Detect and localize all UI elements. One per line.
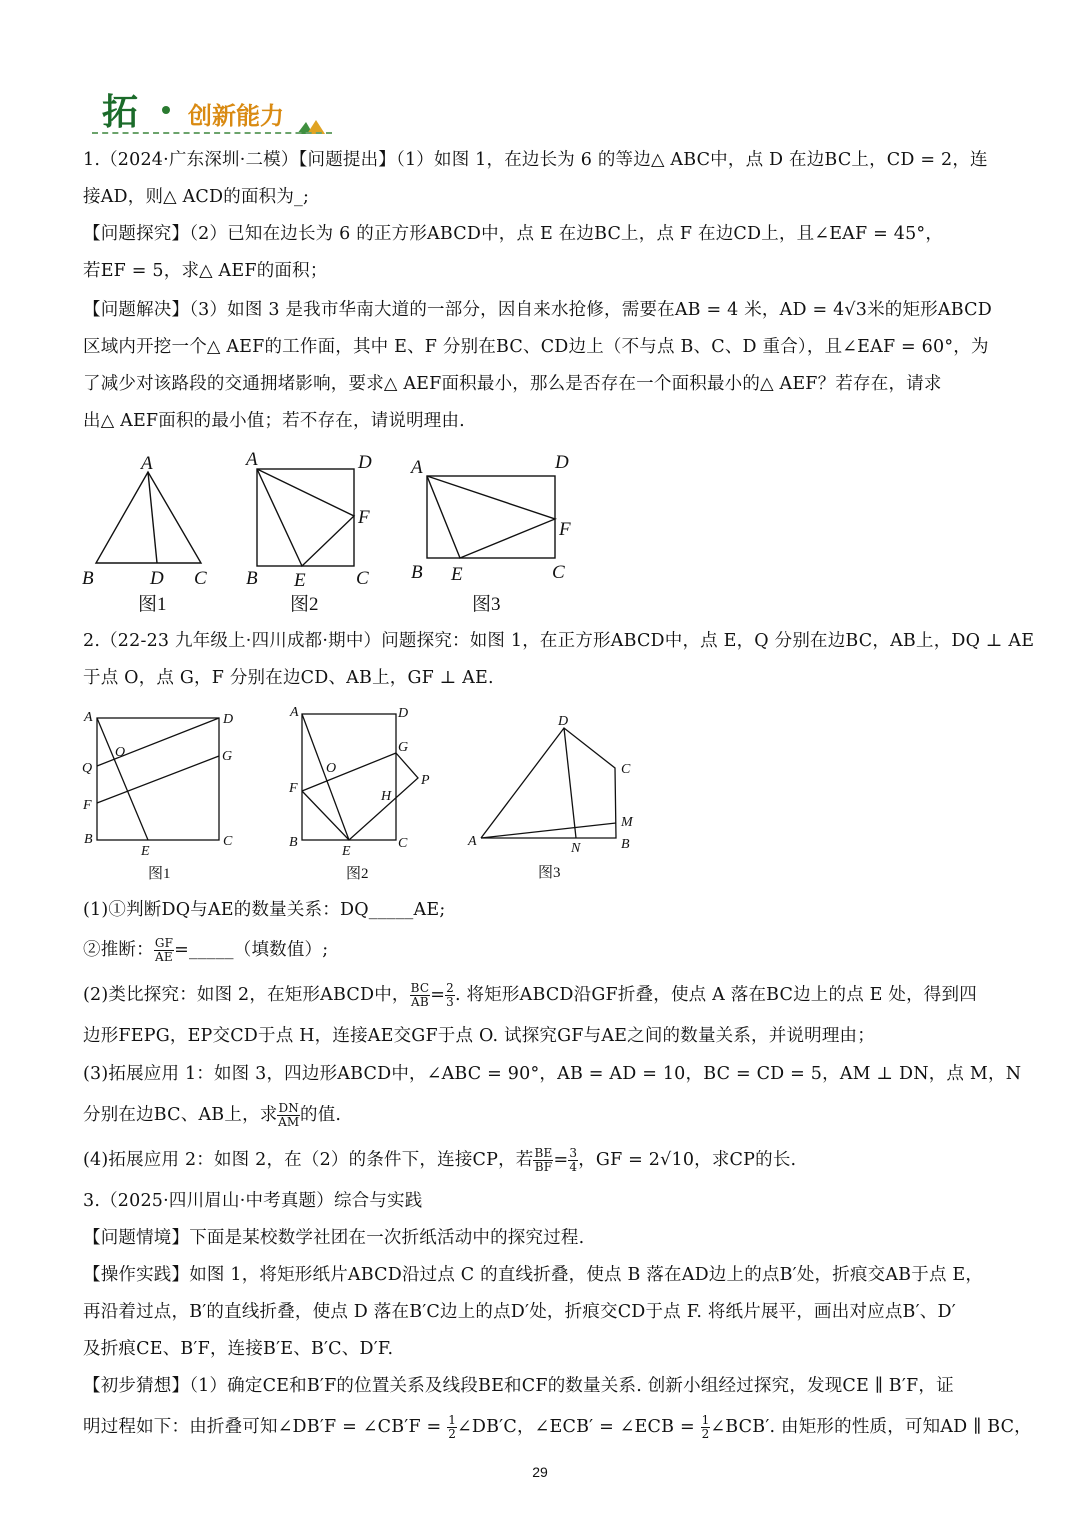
q3-line: 3.（2025·四川眉山·中考真题）综合与实践 (83, 1191, 423, 1211)
frac-num: 1 (448, 1413, 457, 1427)
q2-fig3-label-n: N (571, 841, 581, 856)
q2-fig2-label-p: P (421, 773, 430, 788)
q2-fig1-ae (97, 718, 148, 840)
q2-fig3-dn (564, 728, 576, 838)
q3-line: 【操作实践】如图 1，将矩形纸片ABCD沿过点 C 的直线折叠，使点 B 落在AD边上的点B′处，折痕交AB于点 E， (83, 1265, 984, 1285)
q2-fig2-label-o: O (326, 761, 337, 776)
q2-part4-frac2 (568, 1147, 578, 1174)
frac-den: AE (155, 950, 173, 964)
q2-fig2-label-a: A (290, 705, 299, 720)
q1-fig2-label-c: C (356, 568, 369, 589)
q1-fig2-label-a: A (246, 449, 258, 470)
q2-fig2-label-f: F (289, 781, 298, 796)
q2-part1b-post: =_____（填数值）; (174, 940, 329, 960)
q3-line: 【问题情境】下面是某校数学社团在一次折纸活动中的探究过程. (83, 1228, 585, 1248)
q2-fig1-label-o: O (115, 745, 126, 760)
q2-part2-frac1 (410, 982, 431, 1009)
q3-line7-frac1 (447, 1414, 457, 1441)
q2-part1a: (1)①判断DQ与AE的数量关系：DQ_____AE; (83, 900, 446, 920)
q1-line: 若EF = 5，求△ AEF的面积； (83, 261, 328, 281)
q2-part2-eq: = (430, 985, 446, 1005)
q2-fig2-label-b: B (289, 835, 298, 850)
q1-line: 区域内开挖一个△ AEF的工作面，其中 E、F 分别在BC、CD边上（不与点 B、C、D 重合），且∠EAF = 60°，为 (83, 337, 989, 357)
q2-part2 (83, 977, 1003, 1014)
q2-fig2-caption: 图2 (346, 866, 369, 882)
q1-fig1-caption: 图1 (138, 594, 167, 615)
q1-fig1-label-a: A (141, 453, 153, 474)
q1-line: 出△ AEF面积的最小值；若不存在，请说明理由. (83, 411, 465, 431)
q3-line7 (83, 1409, 1032, 1446)
q2-part4-frac1 (533, 1147, 553, 1174)
frac-den: AM (278, 1115, 300, 1129)
header-icon-char: 拓 (102, 91, 139, 133)
q2-fig1-caption: 图1 (148, 866, 171, 882)
q2-line: 2.（22-23 九年级上·四川成都·期中）问题探究：如图 1，在正方形ABCD中，点 E，Q 分别在边BC，AB上，DQ ⊥ AE (83, 631, 1035, 651)
q2-fig2-fg (302, 753, 396, 791)
q2-fig2-ae (302, 714, 349, 840)
q3-line7-frac2 (701, 1414, 711, 1441)
q2-part3-line1: (3)拓展应用 1：如图 3，四边形ABCD中，∠ABC = 90°，AB = AD = 10，BC = CD = 5，AM ⊥ DN，点 M，N (83, 1064, 1022, 1084)
q3-line7-mid: ∠DB′C，∠ECB′ = ∠ECB = (457, 1417, 701, 1437)
q1-fig1-label-b: B (82, 568, 94, 589)
frac-num: 1 (701, 1413, 710, 1427)
frac-num: GF (154, 936, 174, 950)
q1-fig2-label-d: D (358, 452, 372, 473)
page-number: 29 (532, 1464, 548, 1480)
q2-fig2-label-e: E (342, 844, 351, 859)
q1-fig1-label-d: D (150, 568, 164, 589)
frac-den: 2 (448, 1427, 457, 1441)
q1-fig3-label-d: D (555, 452, 569, 473)
q1-fig3-label-f: F (559, 519, 571, 540)
q2-fig3-label-d: D (558, 714, 569, 729)
frac-num: 3 (569, 1146, 578, 1160)
frac-num: DN (278, 1101, 300, 1115)
q2-part1b (83, 932, 1003, 969)
frac-den: 4 (569, 1160, 578, 1174)
frac-den: AB (411, 995, 429, 1009)
q2-fig3-am (481, 823, 616, 838)
q1-fig3-label-c: C (552, 562, 565, 583)
q1-fig1-label-c: C (194, 568, 207, 589)
q1-fig2-label-b: B (246, 568, 258, 589)
q2-part2-post: . 将矩形ABCD沿GF折叠，使点 A 落在BC边上的点 E 处，得到四 (454, 985, 977, 1005)
q2-part3-frac (277, 1102, 300, 1129)
q2-part4-eq: = (553, 1150, 569, 1170)
q2-fig3-label-c: C (621, 762, 631, 777)
q2-fig1-label-c: C (223, 834, 233, 849)
q2-fig1-label-a: A (84, 710, 93, 725)
q2-fig3-abcd (481, 728, 616, 838)
q2-fig1-label-q: Q (82, 761, 93, 776)
q3-line: 及折痕CE、B′F，连接B′E、B′C、D′F. (83, 1339, 394, 1359)
q1-line: 接AD，则△ ACD的面积为_; (83, 187, 310, 207)
q2-line: 于点 O，点 G，F 分别在边CD、AB上，GF ⊥ AE. (83, 668, 494, 688)
q2-fig2-label-c: C (398, 836, 408, 851)
q2-fig3-label-b: B (621, 837, 630, 852)
q1-fig3-label-e: E (451, 564, 463, 585)
q1-line: 【问题解决】（3）如图 3 是我市华南大道的一部分，因自来水抢修，需要在AB = 4 米，AD = 4√3米的矩形ABCD (83, 300, 992, 320)
q2-fig2-rect (302, 714, 396, 840)
q2-fig1-label-b: B (84, 832, 93, 847)
q1-fig2-label-e: E (294, 570, 306, 591)
q2-fig1-label-e: E (141, 844, 150, 859)
q3-line: 再沿着过点，B′的直线折叠，使点 D 落在B′C边上的点D′处，折痕交CD于点 F. 将纸片展平，画出对应点B′、D′ (83, 1302, 956, 1322)
q2-part3-post: 的值. (300, 1105, 342, 1125)
q1-fig3-caption: 图3 (472, 594, 501, 615)
q1-line: 了减少对该路段的交通拥堵影响，要求△ AEF面积最小，那么是否存在一个面积最小的△ AEF？若存在，请求 (83, 374, 942, 394)
q1-fig2-caption: 图2 (290, 594, 319, 615)
q1-line: 1.（2024·广东深圳·二模）【问题提出】（1）如图 1，在边长为 6 的等边△ ABC中，点 D 在边BC上，CD = 2，连 (83, 150, 988, 170)
q2-fig1-label-d: D (223, 712, 234, 727)
frac-den: 3 (446, 995, 454, 1009)
q2-part2-pre: (2)类比探究：如图 2，在矩形ABCD中， (83, 985, 410, 1005)
q3-line7-post: ∠BCB′. 由矩形的性质，可知AD ∥ BC， (710, 1417, 1032, 1437)
q2-part4 (83, 1142, 1003, 1179)
q2-fig1-label-g: G (222, 749, 233, 764)
q2-part1b-pre: ②推断： (83, 940, 154, 960)
q2-fig1-label-f: F (83, 798, 92, 813)
frac-num: BE (534, 1146, 553, 1160)
frac-den: BF (534, 1160, 553, 1174)
q2-part3-line2 (83, 1097, 1003, 1134)
q2-part2-line2: 边形FEPG，EP交CD于点 H，连接AE交GF于点 O. 试探究GF与AE之间的数量关系，并说明理由； (83, 1026, 875, 1046)
q2-fig3-label-m: M (621, 815, 633, 830)
q2-part4-pre: (4)拓展应用 2：如图 2，在（2）的条件下，连接CP，若 (83, 1150, 534, 1170)
q2-fig2-label-d: D (398, 706, 409, 721)
q3-line: 【初步猜想】（1）确定CE和B′F的位置关系及线段BE和CF的数量关系. 创新小组经过探究，发现CE ∥ B′F，证 (83, 1376, 954, 1396)
q2-part3-pre: 分别在边BC、AB上，求 (83, 1105, 278, 1125)
q1-fig3-label-b: B (411, 562, 423, 583)
q2-fig2-fepg (302, 753, 418, 840)
q2-part4-post: ，GF = 2√10，求CP的长. (578, 1150, 797, 1170)
frac-num: BC (410, 981, 430, 995)
q2-fig3-caption: 图3 (538, 865, 561, 881)
q1-line: 【问题探究】（2）已知在边长为 6 的正方形ABCD中，点 E 在边BC上，点 F 在边CD上，且∠EAF = 45°， (83, 224, 944, 244)
frac-num: 2 (446, 981, 454, 995)
q2-part2-frac2 (445, 982, 455, 1009)
q1-fig2-label-f: F (358, 507, 370, 528)
q3-line7-pre: 明过程如下：由折叠可知∠DB′F = ∠CB′F = (83, 1417, 448, 1437)
q1-fig3-label-a: A (411, 457, 423, 478)
q2-fig2-label-h: H (381, 789, 392, 804)
q2-fig2-label-g: G (398, 740, 409, 755)
header-subtitle: 创新能力 (188, 102, 284, 130)
frac-den: 2 (701, 1427, 710, 1441)
q2-part1b-frac (154, 937, 174, 964)
q2-fig3-label-a: A (468, 834, 477, 849)
